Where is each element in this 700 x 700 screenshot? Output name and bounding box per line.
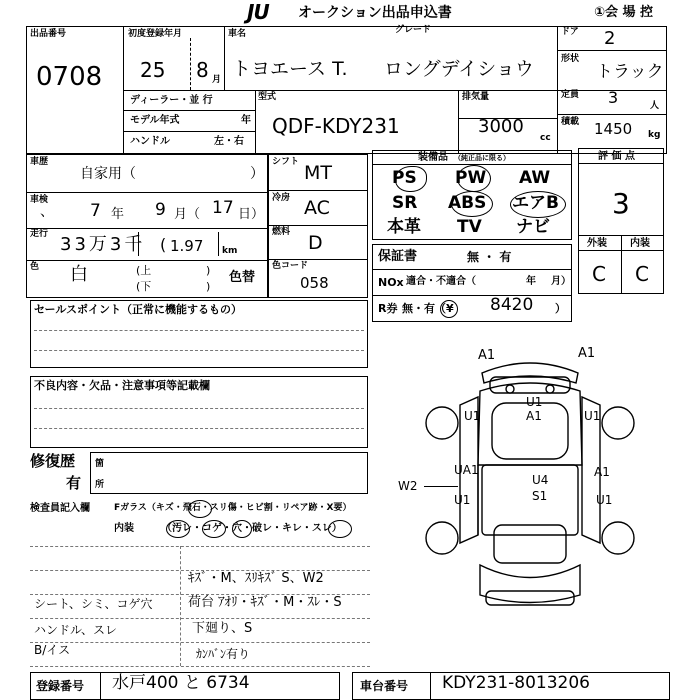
diag-w2: W2 <box>398 479 418 493</box>
mileage-sub: 1.97 <box>170 237 204 255</box>
load-label: 積載 <box>561 117 580 127</box>
car-name-value: トヨエース T. <box>232 58 348 80</box>
diag-u1-lower: U1 <box>454 493 471 507</box>
burn-circle-mark <box>202 520 226 538</box>
recycle-close: ） <box>555 302 566 315</box>
displacement-value: 3000 <box>478 116 524 137</box>
equip-navi: ナビ <box>516 217 550 237</box>
recycle-value: 8420 <box>490 295 534 315</box>
inspector-interior-label: 内装 <box>114 523 134 534</box>
first-reg-label: 初度登録年月 <box>128 29 183 39</box>
pw-circle-mark <box>457 165 491 192</box>
inspection-month: 9 <box>155 200 166 220</box>
color-close-top: ) <box>206 264 211 277</box>
mileage-unit: km <box>222 246 238 256</box>
nox-options: 適合・不適合（ <box>406 276 476 287</box>
first-reg-month: 8 <box>196 58 209 82</box>
mileage-label: 走行 <box>30 229 49 239</box>
displacement-label: 排気量 <box>462 92 490 102</box>
nox-year: 年 <box>526 276 536 287</box>
diag-s1: S1 <box>532 489 548 503</box>
repair-sho: 所 <box>95 480 105 490</box>
inspection-month-unit: 月（ <box>174 207 201 222</box>
dealer-label: ディーラー・並 行 <box>130 95 213 106</box>
color-bottom: (下 <box>136 280 152 293</box>
inspection-year-unit: 年 <box>111 207 125 222</box>
inspector-interior-options: （汚レ・コゲ・穴・破レ・キレ・スレ） <box>162 523 342 534</box>
repair-count-box <box>90 452 368 494</box>
load-unit: kg <box>648 130 661 140</box>
defects-label: 不良内容・欠品・注意事項等記載欄 <box>34 379 210 392</box>
shift-value: MT <box>304 162 332 184</box>
mileage-paren: ( <box>160 235 167 254</box>
brand-logo: JU <box>247 0 269 24</box>
note-left-2: ハンドル、スレ <box>34 623 118 637</box>
fuel-value: D <box>308 232 323 254</box>
displacement-unit: cc <box>540 133 551 143</box>
grade-label: グレード <box>395 25 432 35</box>
grade-value: ロングデイショウ <box>384 58 534 80</box>
note-line-2: 荷台 ｱｵﾘ・ｷｽﾞ・M・ｽﾚ・S <box>188 595 342 610</box>
shift-label: シフト <box>272 157 300 167</box>
diag-a1-right: A1 <box>578 346 596 361</box>
capacity-label: 定員 <box>561 90 580 100</box>
equip-leather: 本革 <box>387 217 421 237</box>
mileage-value: 33万3千 <box>60 234 146 255</box>
note-line-1: ｷｽﾞ・M、ｽﾘｷｽﾞ S、W2 <box>188 571 324 586</box>
equip-airbag: エアB <box>512 193 559 213</box>
ac-value: AC <box>304 197 330 219</box>
inspection-label: 車検 <box>30 195 49 205</box>
note-left-1: シート、シミ、コゲ穴 <box>34 597 153 611</box>
model-value: QDF-KDY231 <box>272 114 400 138</box>
rating-label: 評 価 点 <box>598 151 635 162</box>
diag-u4: U4 <box>532 473 549 487</box>
chassis-label: 車台番号 <box>360 679 409 693</box>
equip-aw: AW <box>519 168 551 188</box>
diag-u1-top: U1 <box>526 395 543 409</box>
recycle-options: 無・有（¥ <box>402 302 454 315</box>
sales-point-label: セールスポイント（正常に機能するもの） <box>34 303 243 316</box>
fglass-chip-circle-mark <box>188 500 212 518</box>
car-name-label: 車名 <box>228 29 247 39</box>
diag-u1-right: U1 <box>584 409 601 423</box>
first-reg-year: 25 <box>140 58 166 82</box>
color-code-value: 058 <box>300 274 329 292</box>
interior-label: 内装 <box>630 238 650 249</box>
diag-u1-lower-r: U1 <box>596 493 613 507</box>
nox-label: NOx <box>378 276 404 289</box>
nox-month: 月） <box>551 276 571 287</box>
abs-circle-mark <box>451 191 493 217</box>
diag-u1-left: U1 <box>464 409 481 423</box>
exterior-label: 外装 <box>587 238 607 249</box>
form-title: オークション出品申込書 <box>298 5 452 21</box>
model-year-label: モデル年式 <box>130 115 180 126</box>
diag-ua1: UA1 <box>454 463 479 477</box>
model-label: 型式 <box>258 92 277 102</box>
inspector-label: 検査員記入欄 <box>30 503 90 514</box>
inspection-year: 7 <box>90 201 101 221</box>
registration-value: 水戸400 と 6734 <box>112 673 250 693</box>
inspection-day-unit: 日） <box>238 207 265 222</box>
doors-label: ドア <box>561 27 579 37</box>
equipment-label: 装備品 <box>418 152 448 163</box>
warranty-options: 無 ・ 有 <box>467 250 512 264</box>
note-left-3: B/イス <box>34 643 71 657</box>
registration-label: 登録番号 <box>36 679 85 693</box>
doors-value: 2 <box>604 28 616 49</box>
chassis-value: KDY231-8013206 <box>442 673 590 693</box>
recycle-yes-circle-mark <box>440 300 458 318</box>
repair-yes: 有 <box>66 474 82 492</box>
equip-ps: PS <box>392 168 417 188</box>
color-top: (上 <box>136 264 152 277</box>
airbag-circle-mark <box>510 191 566 218</box>
color-close-bottom: ) <box>206 280 211 293</box>
history-label: 車歴 <box>30 157 49 167</box>
capacity-unit: 人 <box>650 101 660 111</box>
equip-tv: TV <box>457 217 482 237</box>
diag-a1-top: A1 <box>526 409 542 423</box>
hole-circle-mark <box>232 520 252 538</box>
warranty-label: 保証書 <box>378 249 418 264</box>
equip-sr: SR <box>392 193 418 213</box>
note-line-4: ｶﾝﾊﾞﾝ有り <box>196 647 251 661</box>
capacity-value: 3 <box>608 88 619 107</box>
fuel-label: 燃料 <box>272 227 291 237</box>
equipment-note: （純正品に限る） <box>454 154 510 162</box>
shape-label: 形状 <box>561 54 580 64</box>
vehicle-damage-diagram <box>420 345 640 620</box>
equip-abs: ABS <box>448 193 487 213</box>
fglass-text: Fガラス（キズ・飛石・スリ傷・ヒビ割・リペア跡・X要） <box>114 503 352 513</box>
inspection-day: 17 <box>212 198 234 218</box>
repair-kasho: 箇 <box>95 459 105 469</box>
note-line-3: 下廻り、S <box>192 621 253 636</box>
handle-label: ハンドル <box>130 136 170 147</box>
venue-label: ①会 場 控 <box>594 5 654 20</box>
lot-number: 0708 <box>36 62 103 92</box>
handle-options: 左・右 <box>214 136 244 147</box>
ps-circle-mark <box>395 166 427 192</box>
interior-value: C <box>635 262 649 286</box>
wear-circle-mark <box>328 520 352 538</box>
rating-value: 3 <box>612 187 630 220</box>
color-label: 色 <box>30 262 40 272</box>
repair-label: 修復歴 <box>30 452 76 470</box>
color-value: 白 <box>70 264 88 285</box>
ac-label: 冷房 <box>272 193 291 203</box>
color-swap: 色替 <box>229 270 256 285</box>
stain-circle-mark <box>166 520 190 538</box>
recycle-label: R券 <box>378 302 398 315</box>
diag-a1-side: A1 <box>594 465 610 479</box>
history-value: 自家用（ <box>80 166 136 182</box>
inspection-era: 、 <box>40 204 54 220</box>
equip-pw: PW <box>455 168 487 188</box>
lot-label: 出品番号 <box>30 29 67 39</box>
month-unit: 月 <box>212 75 222 85</box>
color-code-label: 色コード <box>272 261 309 271</box>
exterior-value: C <box>592 262 606 286</box>
model-year-unit: 年 <box>241 115 251 126</box>
shape-value: トラック <box>596 62 664 82</box>
history-close: ） <box>250 166 264 182</box>
diag-a1-left: A1 <box>478 348 496 363</box>
load-value: 1450 <box>594 120 633 138</box>
